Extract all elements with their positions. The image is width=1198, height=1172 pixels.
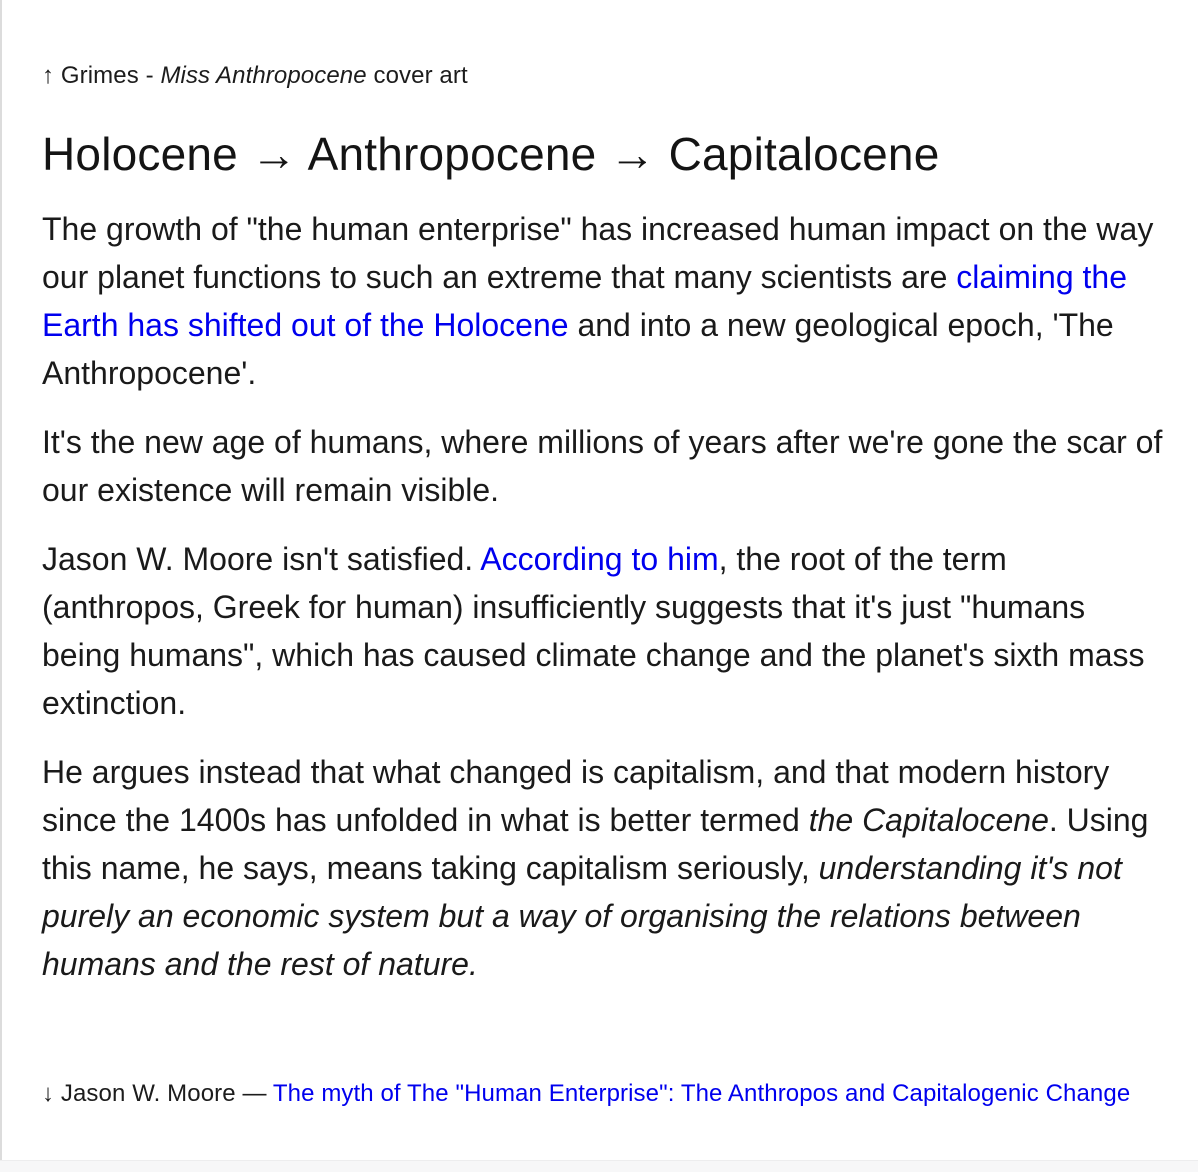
paragraph-capitalocene <box>42 748 1166 988</box>
image-caption-top <box>42 62 1166 90</box>
paragraph-jason-moore <box>42 535 1166 727</box>
up-arrow-icon: ↑ <box>42 62 55 89</box>
text-run: . Using this name, he says, means taking capitalism seriously, <box>42 802 1149 886</box>
italic-text: understanding it's not purely an economic system but a way of organising the relations between humans and the rest of nature. <box>42 850 1122 982</box>
text-run: , the root of the term (anthropos, Greek for human) insufficiently suggests that it's just "humans being humans", which has caused climate change and the planet's sixth mass extinction. <box>42 541 1145 721</box>
italic-text: Miss Anthropocene <box>160 62 367 89</box>
inline-link[interactable]: The myth of The "Human Enterprise": The Anthropos and Capitalogenic Change <box>272 1080 1131 1107</box>
text-run: Grimes - <box>54 62 161 89</box>
window-left-edge <box>0 0 2 1172</box>
text-run: The growth of "the human enterprise" has increased human impact on the way our planet functions to such an extreme that many scientists are <box>42 211 1154 295</box>
text-run: cover art <box>366 62 468 89</box>
text-run: Jason W. Moore isn't satisfied. <box>42 541 481 577</box>
image-caption-bottom <box>42 1080 1166 1108</box>
italic-text: the Capitalocene <box>808 802 1049 838</box>
inline-link[interactable]: According to him <box>480 541 719 577</box>
window-bottom-strip <box>0 1160 1198 1172</box>
paragraph-growth-human-enterprise <box>42 205 1166 397</box>
paragraph-new-age-of-humans <box>42 418 1166 514</box>
down-arrow-icon: ↓ <box>42 1080 55 1107</box>
text-run: Jason W. Moore — <box>54 1080 273 1107</box>
inline-link[interactable]: claiming the Earth has shifted out of the Holocene <box>42 259 1127 343</box>
page-title: Holocene → Anthropocene → Capitalocene <box>42 128 940 180</box>
text-run: It's the new age of humans, where millions of years after we're gone the scar of our existence will remain visible. <box>42 424 1163 508</box>
text-run: and into a new geological epoch, 'The Anthropocene'. <box>42 307 1114 391</box>
text-run: He argues instead that what changed is capitalism, and that modern history since the 1400s has unfolded in what is better termed <box>42 754 1110 838</box>
